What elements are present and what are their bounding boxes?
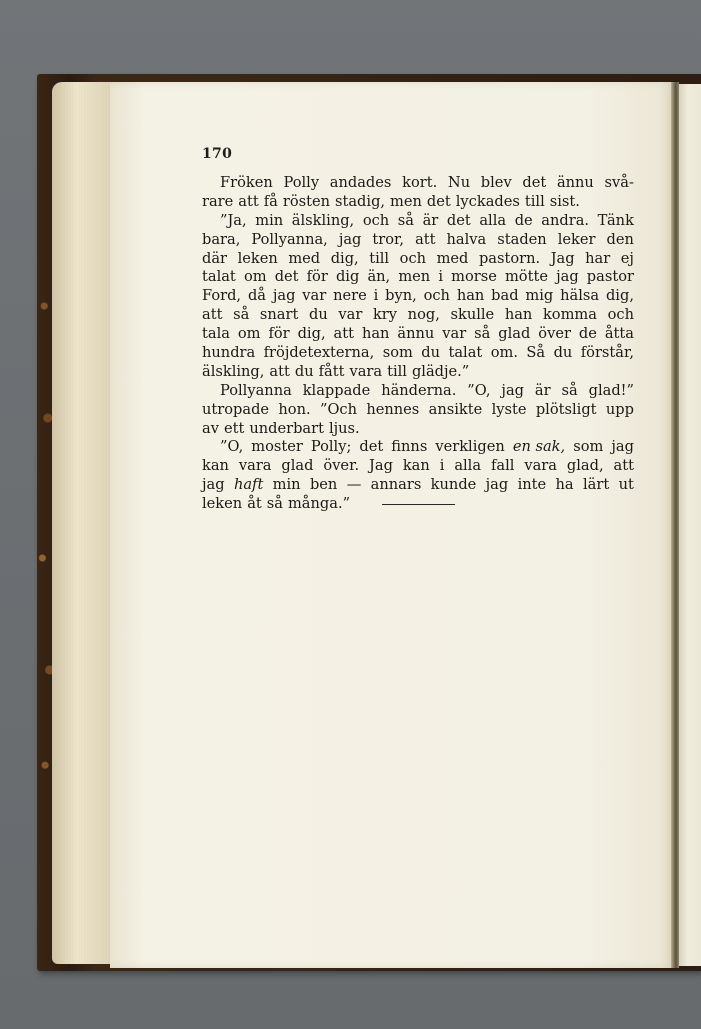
- word: verkligen: [435, 438, 505, 456]
- text-line: [202, 401, 634, 420]
- word: jag: [202, 476, 225, 494]
- word: ben: [309, 476, 338, 494]
- word: jag: [272, 287, 296, 305]
- word: jag: [611, 438, 634, 456]
- word: åt: [247, 495, 262, 513]
- word: än,: [367, 268, 391, 286]
- text-line: [202, 268, 634, 287]
- word: Nu: [447, 174, 471, 191]
- word: lärt: [583, 476, 610, 494]
- word: blev: [480, 174, 512, 191]
- word: bad: [491, 287, 519, 305]
- word: den: [606, 230, 634, 248]
- text-line: [202, 363, 634, 382]
- word: morse: [451, 268, 497, 286]
- word: Ford,: [202, 287, 242, 305]
- word: men: [398, 268, 431, 286]
- word: dig,: [605, 287, 634, 305]
- word: underbart: [249, 419, 324, 437]
- word: rösten: [282, 192, 330, 210]
- word: moster: [251, 438, 303, 456]
- word: andades: [329, 174, 392, 191]
- word: mötte: [504, 268, 548, 286]
- text-line: [202, 212, 634, 231]
- word: vara: [238, 457, 272, 475]
- word: alla: [479, 211, 507, 229]
- text-line: [202, 344, 634, 363]
- word: leken: [237, 249, 278, 267]
- word: glädje.”: [411, 362, 470, 380]
- word: klappade: [302, 381, 371, 399]
- word: då: [247, 287, 266, 305]
- word: ansikte: [428, 400, 483, 418]
- word: som: [382, 344, 413, 362]
- word: att: [415, 230, 436, 248]
- word: tala: [202, 325, 230, 343]
- word: komma: [542, 306, 597, 324]
- word: var: [338, 306, 363, 324]
- word: ännu: [556, 174, 594, 191]
- text-line: [202, 382, 634, 401]
- word: du: [309, 306, 328, 324]
- word: Fröken: [220, 174, 273, 191]
- word: skulle: [450, 306, 495, 324]
- word: det: [446, 211, 471, 229]
- word: nere: [333, 287, 367, 305]
- word: hon.: [278, 400, 311, 418]
- word: kort.: [402, 174, 438, 191]
- word: att: [269, 362, 290, 380]
- word: ”O,: [220, 438, 244, 456]
- word: andra.: [541, 211, 590, 229]
- word: Tänk: [597, 211, 634, 229]
- word: bara,: [202, 230, 241, 248]
- word: att: [238, 192, 259, 210]
- word: ännu: [397, 325, 435, 343]
- page-number: 170: [202, 146, 233, 162]
- word: händerna.: [381, 381, 457, 399]
- word: talat: [448, 344, 483, 362]
- word: upp: [605, 400, 634, 418]
- word: tror,: [372, 230, 405, 248]
- word: så: [233, 306, 250, 324]
- word: det: [522, 174, 547, 191]
- word: och: [607, 306, 634, 324]
- word: Pollyanna,: [251, 230, 328, 248]
- word: mig: [525, 287, 554, 305]
- word: om: [237, 325, 261, 343]
- word: var: [302, 287, 327, 305]
- word: att: [613, 457, 634, 475]
- word: snart: [259, 306, 299, 324]
- word: och: [362, 211, 390, 229]
- word: sist.: [549, 192, 580, 210]
- word: inte: [517, 476, 547, 494]
- word: dig,: [297, 325, 326, 343]
- word: ha: [555, 476, 574, 494]
- word: Så: [526, 344, 546, 362]
- word: var: [442, 325, 467, 343]
- text-line: [202, 420, 634, 439]
- word: Pollyanna: [220, 381, 292, 399]
- word: och: [423, 287, 450, 305]
- word: jag: [556, 268, 579, 286]
- word: kan: [402, 457, 430, 475]
- word: du: [294, 362, 314, 380]
- word: så: [397, 211, 414, 229]
- word: pastor: [586, 268, 634, 286]
- word: Jag: [369, 457, 393, 475]
- word: Polly;: [310, 438, 352, 456]
- word: om: [243, 268, 267, 286]
- word: halva: [446, 230, 487, 248]
- word: fröjdetexterna,: [263, 344, 375, 362]
- word: jag: [485, 476, 509, 494]
- book-gutter: [671, 82, 679, 968]
- word: så: [474, 325, 491, 343]
- word: för: [268, 325, 290, 343]
- word: glad: [281, 457, 314, 475]
- word: och: [399, 249, 427, 267]
- word: vara: [524, 457, 557, 475]
- text-line: [202, 231, 634, 250]
- text-line: [202, 457, 634, 476]
- word: har: [585, 249, 611, 267]
- text-line: [202, 438, 634, 457]
- word: du: [421, 344, 441, 362]
- word: ”Ja,: [220, 211, 247, 229]
- word: i: [439, 457, 445, 475]
- word: staden: [497, 230, 547, 248]
- word: vara: [349, 362, 383, 380]
- word: ett: [223, 419, 245, 437]
- word: det: [426, 192, 451, 210]
- section-end-rule: [382, 504, 455, 505]
- word: så: [266, 495, 283, 513]
- word: ej: [620, 249, 634, 267]
- word: få: [263, 192, 278, 210]
- word: jag: [338, 230, 362, 248]
- word: det: [359, 438, 384, 456]
- word: lyckades: [455, 192, 520, 210]
- word: med: [436, 249, 469, 267]
- word: till: [387, 362, 407, 380]
- word: min: [255, 211, 284, 229]
- word: lyste: [491, 400, 527, 418]
- text-line: [202, 306, 634, 325]
- text-line: [202, 325, 634, 344]
- word: i: [373, 287, 379, 305]
- word: glad,: [566, 457, 604, 475]
- word: över.: [323, 457, 360, 475]
- word: alla: [454, 457, 482, 475]
- word: ut: [618, 476, 634, 494]
- facing-page-edge: [679, 84, 701, 966]
- word: utropade: [202, 400, 270, 418]
- word: fall: [490, 457, 515, 475]
- word: hälsa: [560, 287, 600, 305]
- word: hennes: [366, 400, 420, 418]
- word: men: [390, 192, 422, 210]
- text-line: [202, 250, 634, 269]
- word: pastorn.: [478, 249, 541, 267]
- word: det: [274, 268, 299, 286]
- word: leken: [202, 495, 243, 513]
- word: de: [578, 325, 597, 343]
- word: dig,: [330, 249, 359, 267]
- word: finns: [391, 438, 428, 456]
- word: är: [534, 381, 551, 399]
- word: han: [361, 325, 390, 343]
- word: att: [202, 306, 223, 324]
- word: så: [561, 381, 578, 399]
- word: leker: [557, 230, 596, 248]
- word: av: [202, 419, 219, 437]
- text-line: [202, 174, 634, 193]
- word: där: [202, 249, 228, 267]
- word: kry: [372, 306, 398, 324]
- word: älskling,: [202, 362, 265, 380]
- word: många.”: [287, 495, 351, 513]
- word: ”Och: [319, 400, 357, 418]
- word: haft: [233, 476, 264, 494]
- word: dig: [335, 268, 360, 286]
- word: om.: [490, 344, 518, 362]
- word: jag: [501, 381, 524, 399]
- text-line: [202, 287, 634, 306]
- word: att: [333, 325, 354, 343]
- word: —: [346, 476, 362, 494]
- word: med: [288, 249, 321, 267]
- word: förstår,: [580, 344, 634, 362]
- word: är: [422, 211, 439, 229]
- word: rare: [202, 192, 234, 210]
- word: Polly: [283, 174, 320, 191]
- word: annars: [370, 476, 422, 494]
- word: glad!”: [588, 381, 634, 399]
- word: byn,: [385, 287, 417, 305]
- text-line: [202, 476, 634, 495]
- word: till: [524, 192, 545, 210]
- word: svå-: [604, 174, 634, 191]
- word: nog,: [407, 306, 440, 324]
- word: de: [514, 211, 533, 229]
- page-edges-shadow: [52, 82, 114, 964]
- word: ljus.: [328, 419, 360, 437]
- text-line: [202, 193, 634, 212]
- word: i: [438, 268, 443, 286]
- word: till: [369, 249, 390, 267]
- word: min: [272, 476, 301, 494]
- word: stadig,: [335, 192, 386, 210]
- word: han: [504, 306, 533, 324]
- word: åtta: [604, 325, 634, 343]
- word: hundra: [202, 344, 256, 362]
- word: över: [538, 325, 571, 343]
- word: han: [456, 287, 485, 305]
- word: kan: [202, 457, 229, 475]
- word: fått: [318, 362, 345, 380]
- word: älskling,: [291, 211, 355, 229]
- word: ”O,: [467, 381, 491, 399]
- word: glad: [498, 325, 531, 343]
- word: Jag: [550, 249, 575, 267]
- word: för: [306, 268, 328, 286]
- word: kunde: [430, 476, 477, 494]
- word: en sak,: [512, 438, 566, 456]
- word: som: [573, 438, 604, 456]
- word: talat: [202, 268, 236, 286]
- word: du: [553, 344, 573, 362]
- body-text: [202, 174, 634, 514]
- word: plötsligt: [535, 400, 597, 418]
